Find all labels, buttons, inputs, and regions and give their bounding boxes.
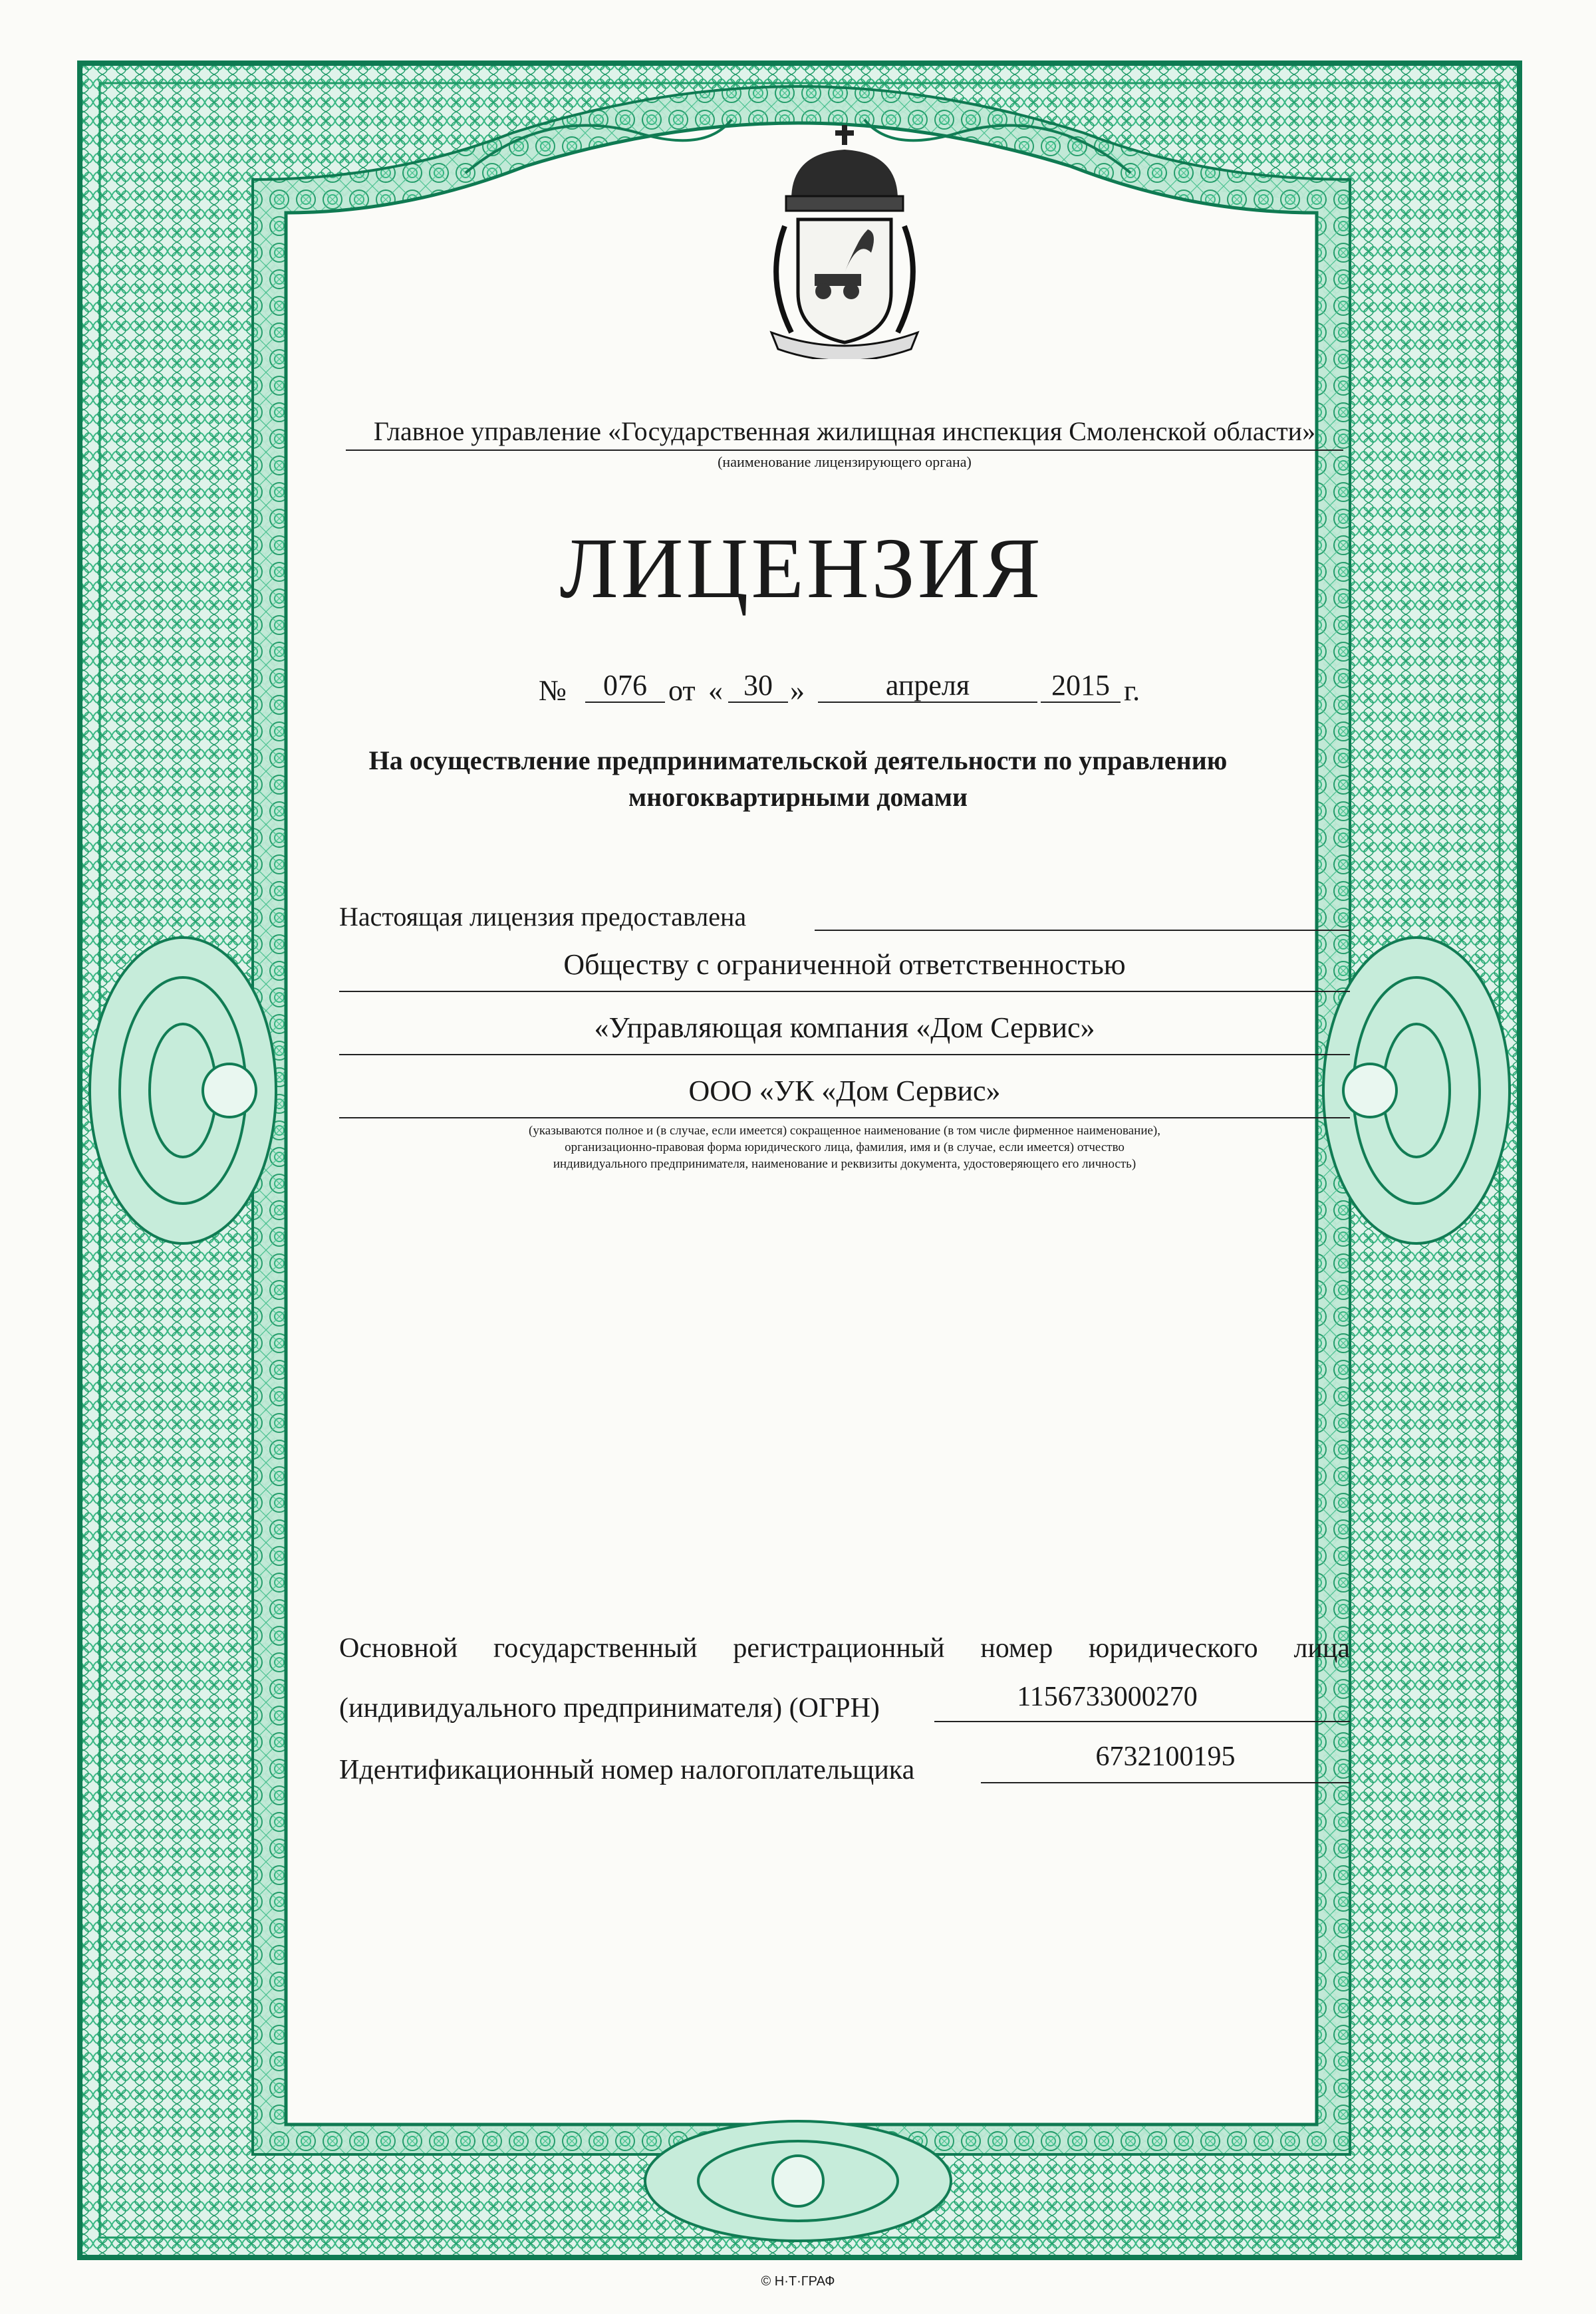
inn-label: Идентификационный номер налогоплательщика [339,1755,915,1785]
license-year: 2015 [1051,669,1110,702]
day-underline [728,702,788,703]
from-label: от [668,674,696,707]
issuer-name: Главное управление «Государственная жилищная инспекция Смоленской области» [373,416,1316,446]
licensee-caption [339,1122,1350,1172]
number-underline [585,702,665,703]
licensee-caption-line-2: организационно-правовая форма юридического лица, фамилия, имя и (в случае, если имеется) отчество [565,1140,1125,1154]
activity-line-1: На осуществление предпринимательской деятельности по управлению [368,745,1228,775]
licensee-line-1-underline [339,991,1350,992]
inn-underline [981,1782,1350,1783]
year-suffix: г. [1124,674,1140,707]
intro-underline [815,930,1350,931]
licensee-line-2-underline [339,1054,1350,1055]
activity-line-2: многоквартирными домами [628,782,968,812]
issuer-caption: (наименование лицензирующего органа) [718,453,972,470]
licensee-intro: Настоящая лицензия предоставлена [339,902,747,932]
inn-value: 6732100195 [1095,1741,1236,1772]
issuer-underline [346,450,1343,451]
licensee-line-3-underline [339,1117,1350,1118]
month-underline [818,702,1037,703]
ogrn-underline [934,1721,1350,1722]
ogrn-label-line-2: (индивидуального предпринимателя) (ОГРН) [339,1693,880,1724]
licensee-caption-line-1: (указываются полное и (в случае, если имеется) сокращенное наименование (в том числе фирменное наименование), [529,1124,1160,1138]
quote-close: » [790,674,805,707]
license-number: 076 [603,669,647,702]
licensee-line-3: ООО «УК «Дом Сервис» [688,1075,1001,1107]
ogrn-value: 1156733000270 [1017,1682,1198,1712]
document-title: ЛИЦЕНЗИЯ [559,521,1043,616]
printer-mark: © Н·Т·ГРАФ [761,2274,835,2289]
number-label: № [539,674,567,707]
ogrn-label-line-1: Основной государственный регистрационный номер юридического лица [339,1633,1350,1664]
quote-open: « [708,674,723,707]
licensee-caption-line-3: индивидуального предпринимателя, наименование и реквизиты документа, удостоверяющего его личность) [553,1157,1136,1171]
license-month: апреля [885,669,970,702]
year-underline [1041,702,1121,703]
license-day: 30 [743,669,773,702]
licensee-line-1: Обществу с ограниченной ответственностью [563,948,1126,981]
smolensk-coat-of-arms-icon [745,120,944,359]
license-number-date [539,668,1140,708]
licensee-line-2: «Управляющая компания «Дом Сервис» [594,1011,1095,1044]
